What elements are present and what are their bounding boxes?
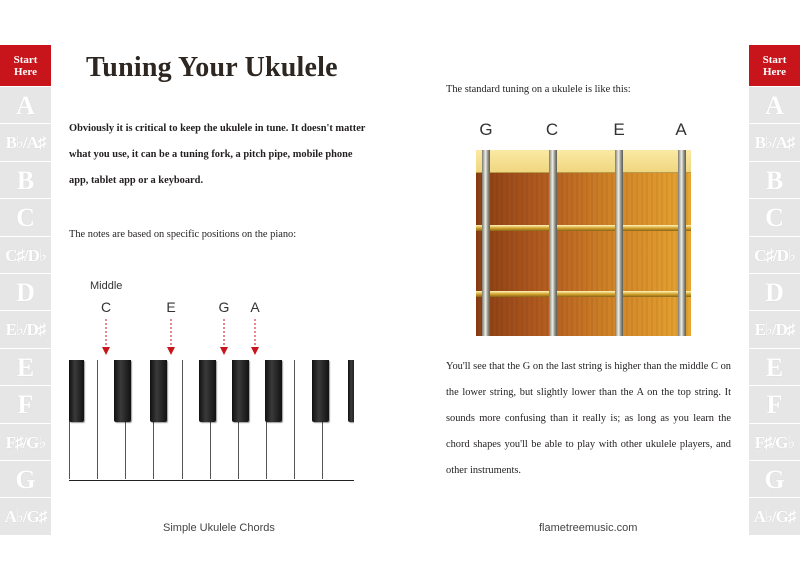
tab-d-right[interactable]: D <box>749 274 800 311</box>
tab-aflat-right[interactable]: A♭/G♯ <box>749 498 800 535</box>
tab-a-right[interactable]: A <box>749 87 800 124</box>
intro-paragraph: Obviously it is critical to keep the ukulele in tune. It doesn't matter what you use, it can be a tuning fork, a pitch pipe, mobile phone app, tablet app or a keyboard. <box>69 123 366 186</box>
black-key <box>348 360 354 422</box>
string-note-c: C <box>545 120 559 139</box>
tab-bflat[interactable]: B♭/A♯ <box>0 124 51 161</box>
ukulele-string <box>615 150 623 336</box>
ukulele-string <box>549 150 557 336</box>
tuning-intro-paragraph: The standard tuning on a ukulele is like this: <box>446 84 631 95</box>
ukulele-string <box>482 150 490 336</box>
ukulele-fretboard-illustration <box>476 150 691 336</box>
tab-b[interactable]: B <box>0 162 51 199</box>
tab-c-right[interactable]: C <box>749 199 800 236</box>
fret-bar <box>476 225 691 231</box>
tab-aflat[interactable]: A♭/G♯ <box>0 498 51 535</box>
arrow-down-icon <box>251 319 259 355</box>
tab-c[interactable]: C <box>0 199 51 236</box>
start-here-line2-right: Here <box>762 65 786 78</box>
footer-website: flametreemusic.com <box>539 522 638 534</box>
start-here-line1: Start <box>13 53 38 66</box>
black-key <box>199 360 216 422</box>
tab-csharp[interactable]: C♯/D♭ <box>0 237 51 274</box>
tab-fsharp-right[interactable]: F♯/G♭ <box>749 424 800 461</box>
tab-g[interactable]: G <box>0 461 51 498</box>
explanation-paragraph: You'll see that the G on the last string is higher than the middle C on the lower string, but slightly lower than the A on the top string. It sounds more confusing than it really is; as long as you learn the chord shapes you'll be able to play with other ukulele players, and other instruments. <box>446 361 731 476</box>
black-key <box>312 360 329 422</box>
black-key <box>150 360 167 422</box>
string-note-a: A <box>675 120 687 139</box>
start-here-tab-right[interactable] <box>749 45 800 87</box>
tab-g-right[interactable]: G <box>749 461 800 498</box>
black-key <box>232 360 249 422</box>
start-here-tab[interactable] <box>0 45 51 87</box>
arrow-down-icon <box>167 319 175 355</box>
tab-a[interactable]: A <box>0 87 51 124</box>
fretboard-nut <box>476 150 691 173</box>
right-index-tabs <box>749 45 800 536</box>
tab-eflat-right[interactable]: E♭/D♯ <box>749 311 800 348</box>
string-note-g: G <box>479 120 493 139</box>
arrow-down-icon <box>102 319 110 355</box>
start-here-line1-right: Start <box>762 53 787 66</box>
tab-fsharp[interactable]: F♯/G♭ <box>0 424 51 461</box>
tab-bflat-right[interactable]: B♭/A♯ <box>749 124 800 161</box>
tab-d[interactable]: D <box>0 274 51 311</box>
tab-b-right[interactable]: B <box>749 162 800 199</box>
piano-intro-paragraph: The notes are based on specific positions on the piano: <box>69 229 297 240</box>
black-key <box>265 360 282 422</box>
page-title: Tuning Your Ukulele <box>86 52 338 83</box>
black-key <box>114 360 131 422</box>
piano-keyboard-illustration <box>69 360 354 481</box>
tab-f[interactable]: F <box>0 386 51 423</box>
footer-book-title: Simple Ukulele Chords <box>163 522 275 534</box>
ukulele-string <box>678 150 686 336</box>
tab-e[interactable]: E <box>0 349 51 386</box>
start-here-line2: Here <box>13 65 37 78</box>
left-index-tabs <box>0 45 51 536</box>
piano-note-g: G <box>218 299 230 315</box>
tab-e-right[interactable]: E <box>749 349 800 386</box>
tab-eflat[interactable]: E♭/D♯ <box>0 311 51 348</box>
fret-bar <box>476 291 691 297</box>
piano-note-c: C <box>100 299 112 315</box>
string-note-e: E <box>613 120 625 139</box>
piano-note-a: A <box>250 299 260 315</box>
tab-csharp-right[interactable]: C♯/D♭ <box>749 237 800 274</box>
arrow-down-icon <box>220 319 228 355</box>
tab-f-right[interactable]: F <box>749 386 800 423</box>
middle-label: Middle <box>90 280 123 292</box>
piano-note-e: E <box>166 299 176 315</box>
black-key <box>69 360 84 422</box>
